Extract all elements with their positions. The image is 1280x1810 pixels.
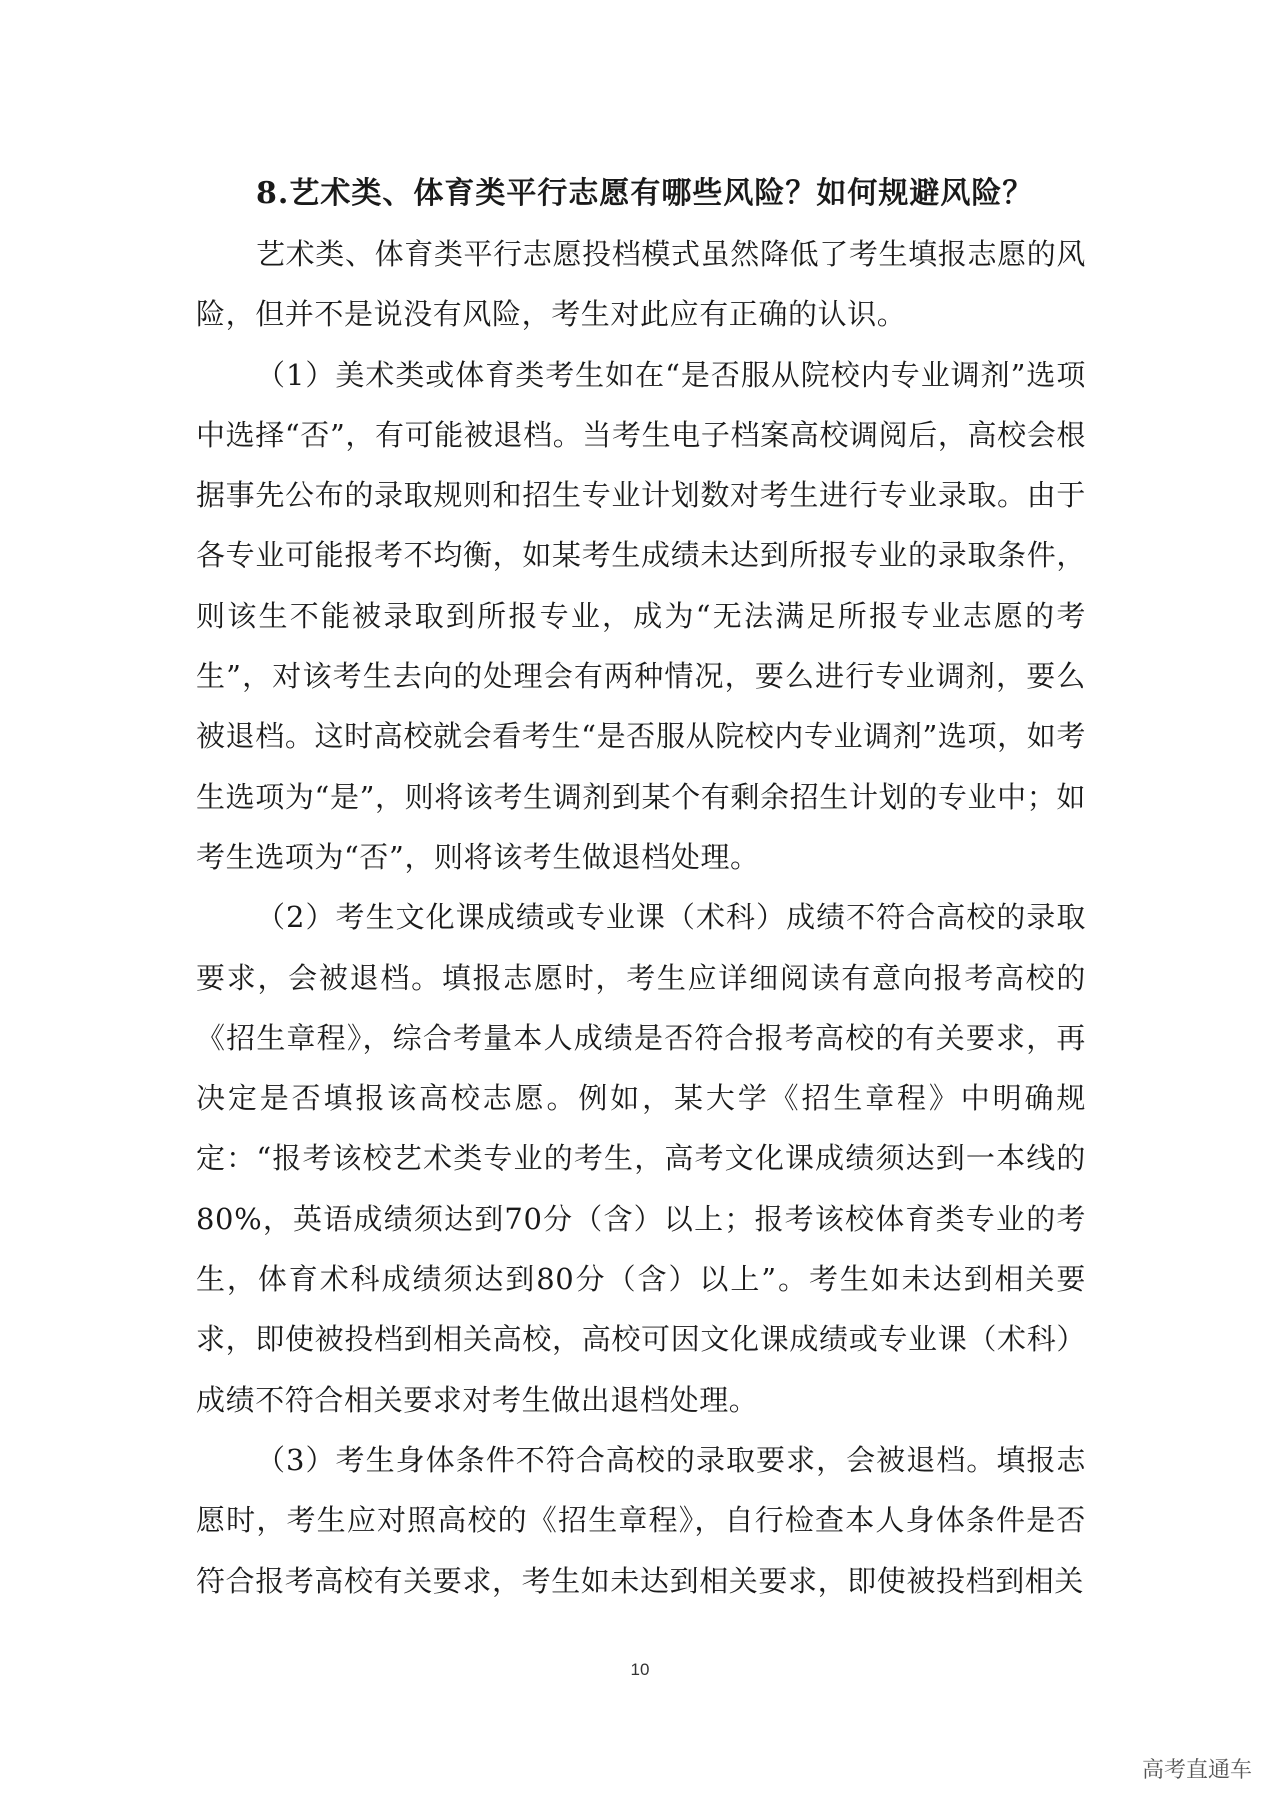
- paragraph-point-3: （3）考生身体条件不符合高校的录取要求，会被退档。填报志愿时，考生应对照高校的《招生章程》，自行检查本人身体条件是否符合报考高校有关要求，考生如未达到相关要求，即使被投档到相关: [196, 1442, 1086, 1598]
- paragraph-point-2: （2）考生文化课成绩或专业课（术科）成绩不符合高校的录取要求，会被退档。填报志愿时，考生应详细阅读有意向报考高校的《招生章程》，综合考量本人成绩是否符合报考高校的有关要求，再决定是否填报该高校志愿。例如，某大学《招生章程》中明确规定：“报考该校艺术类专业的考生，高考文化课成绩须达到一本线的80%，英语成绩须达到70分（含）以上；报考该校体育类专业的考生，体育术科成绩须达到80分（含）以上”。考生如未达到相关要求，即使被投档到相关高校，高校可因文化课成绩或专业课（术科）成绩不符合相关要求对考生做出退档处理。: [196, 900, 1086, 1417]
- paragraph-intro: 艺术类、体育类平行志愿投档模式虽然降低了考生填报志愿的风险，但并不是说没有风险，考生对此应有正确的认识。: [196, 237, 1086, 332]
- section-heading: 8.艺术类、体育类平行志愿有哪些风险？如何规避风险？: [256, 176, 1034, 211]
- paragraph-point-1: （1）美术类或体育类考生如在“是否服从院校内专业调剂”选项中选择“否”，有可能被退档。当考生电子档案高校调阅后，高校会根据事先公布的录取规则和招生专业计划数对考生进行专业录取。由于各专业可能报考不均衡，如某考生成绩未达到所报专业的录取条件，则该生不能被录取到所报专业，成为“无法满足所报专业志愿的考生”，对该考生去向的处理会有两种情况，要么进行专业调剂，要么被退档。这时高校就会看考生“是否服从院校内专业调剂”选项，如考生选项为“是”，则将该考生调剂到某个有剩余招生计划的专业中；如考生选项为“否”，则将该考生做退档处理。: [196, 357, 1086, 874]
- page-number: 10: [630, 1660, 650, 1679]
- watermark-text: 高考直通车: [1141, 1758, 1252, 1783]
- document-page: [196, 164, 1086, 1611]
